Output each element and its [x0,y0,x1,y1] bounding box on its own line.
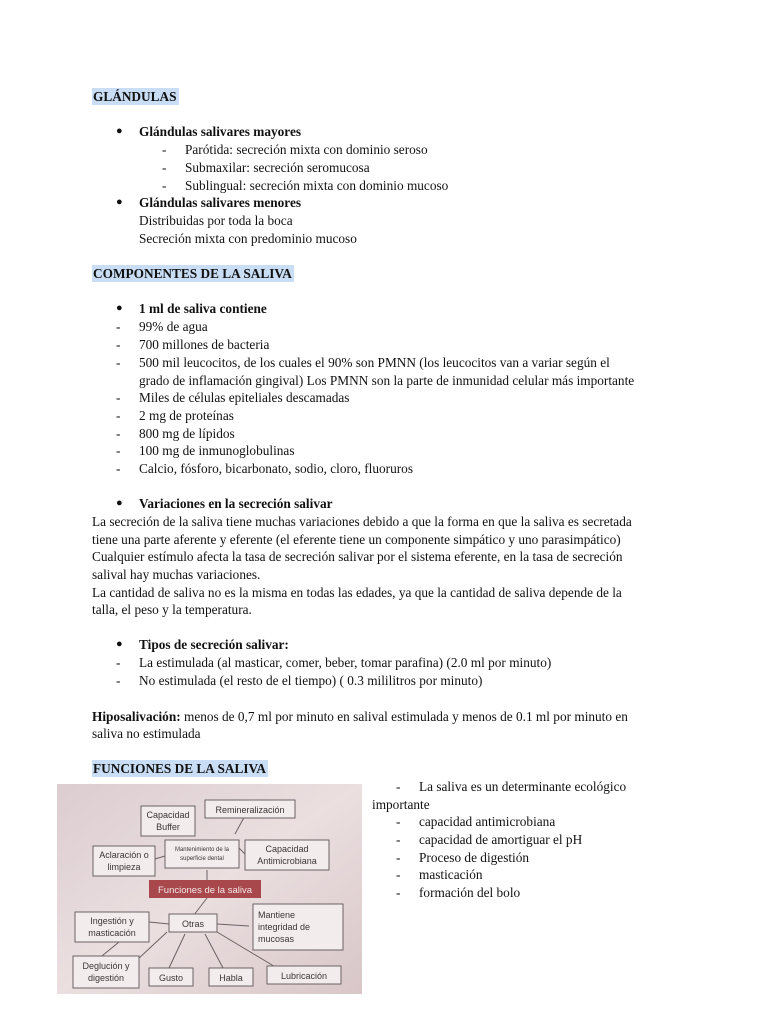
list-item-continuation: importante [372,797,430,812]
list-item: Proceso de digestión [419,850,530,865]
list-item: Parótida: secreción mixta con dominio seroso [185,142,428,157]
list-item: Sublingual: secreción mixta con dominio mucoso [185,178,449,193]
funciones-diagram-photo [57,784,362,994]
list-item: 2 mg de proteínas [139,408,234,423]
diagram-text: Buffer [156,822,180,832]
list-item: 100 mg de inmunoglobulinas [139,443,295,458]
list-item: Calcio, fósforo, bicarbonato, sodio, cloro, fluoruros [139,461,414,476]
hiposalivacion-line-2: saliva no estimulada [92,726,201,741]
diagram-text: Mantiene [258,910,296,920]
tipos-title: Tipos de secreción salivar: [139,637,289,652]
diagram-text: Habla [219,973,243,983]
list-item: La saliva es un determinante ecológico [419,779,627,794]
diagram-text: Otras [181,919,205,929]
dash-icon: - [116,355,121,370]
diagram-text: Gusto [158,973,184,983]
heading-componentes: COMPONENTES DE LA SALIVA [93,266,292,281]
dash-icon: - [116,337,121,352]
dash-icon: - [162,142,167,157]
text-line: Distribuidas por toda la boca [139,213,293,228]
dash-icon: - [396,867,401,882]
dash-icon: - [116,443,121,458]
diagram-center-text: Funciones de la saliva [158,885,252,896]
hiposalivacion-text: menos de 0,7 ml por minuto en salival estimulada y menos de 0.1 ml por minuto en [180,709,628,724]
diagram-text: Remineralización [215,805,285,815]
dash-icon: - [116,426,121,441]
hiposalivacion-label: Hiposalivación: [92,709,181,724]
diagram-box-mantenimiento [165,840,239,868]
diagram-text: Antimicrobiana [257,856,317,866]
dash-icon: - [396,885,401,900]
list-item-continuation: grado de inflamación gingival) Los PMNN son la parte de inmunidad celular más importante [139,373,635,388]
list-item: formación del bolo [419,885,521,900]
bullet-icon: ● [116,196,123,208]
diagram-text: Deglución y [82,961,130,971]
list-item: capacidad de amortiguar el pH [419,832,583,847]
componentes-bullet-title: 1 ml de saliva contiene [139,301,267,316]
paragraph-line: Cualquier estímulo afecta la tasa de secreción salivar por el sistema eferente, en la tasa de secreción [92,549,623,564]
bullet-icon: ● [116,497,123,509]
paragraph-line: tiene una parte aferente y eferente (el eferente tiene un componente simpático y uno parasimpático) [92,532,621,547]
dash-icon: - [396,832,401,847]
list-item: No estimulada (el resto de el tiempo) ( 0.3 mililitros por minuto) [139,673,483,688]
diagram-text: integridad de [258,922,311,932]
list-item: Miles de células epiteliales descamadas [139,390,350,405]
list-item: 500 mil leucocitos, de los cuales el 90% son PMNN (los leucocitos van a variar según el [139,355,610,370]
funciones-diagram [57,784,362,994]
diagram-text: Capacidad [146,810,190,820]
dash-icon: - [116,408,121,423]
dash-icon: - [116,461,121,476]
list-item: La estimulada (al masticar, comer, beber, tomar parafina) (2.0 ml por minuto) [139,655,552,670]
bullet-icon: ● [116,638,123,650]
paragraph-line: La secreción de la saliva tiene muchas variaciones debido a que la forma en que la saliva es secretada [92,514,632,529]
diagram-text: superficie dental [180,856,224,862]
paragraph-line: salival hay muchas variaciones. [92,567,261,582]
mayores-title: Glándulas salivares mayores [139,124,302,139]
diagram-text: Mantenimiento de la [174,847,230,853]
paragraph-line: talla, el peso y la temperatura. [92,602,252,617]
list-item: masticación [419,867,483,882]
bullet-icon: ● [116,125,123,137]
diagram-text: Aclaración o [99,850,149,860]
list-item: Submaxilar: secreción seromucosa [185,160,370,175]
dash-icon: - [162,160,167,175]
diagram-text: Ingestión y [90,916,134,926]
diagram-text: digestión [87,973,125,983]
dash-icon: - [116,673,121,688]
hiposalivacion-line [92,708,628,726]
diagram-text: Capacidad [265,844,309,854]
menores-title: Glándulas salivares menores [139,195,302,210]
dash-icon: - [396,814,401,829]
list-item: 700 millones de bacteria [139,337,270,352]
diagram-text: mucosas [258,934,295,944]
dash-icon: - [116,319,121,334]
dash-icon: - [116,390,121,405]
heading-funciones: FUNCIONES DE LA SALIVA [93,761,267,776]
dash-icon: - [396,779,401,794]
dash-icon: - [116,655,121,670]
list-item: 800 mg de lípidos [139,426,235,441]
paragraph-line: La cantidad de saliva no es la misma en todas las edades, ya que la cantidad de saliva depende de la [92,585,622,600]
bullet-icon: ● [116,302,123,314]
heading-glandulas: GLÁNDULAS [93,89,177,104]
text-line: Secreción mixta con predominio mucoso [139,231,357,246]
dash-icon: - [396,850,401,865]
list-item: 99% de agua [139,319,208,334]
diagram-text: Lubricación [280,971,328,981]
diagram-text: masticación [88,928,136,938]
diagram-text: limpieza [107,862,141,872]
dash-icon: - [162,178,167,193]
variaciones-title: Variaciones en la secreción salivar [139,496,333,511]
list-item: capacidad antimicrobiana [419,814,556,829]
